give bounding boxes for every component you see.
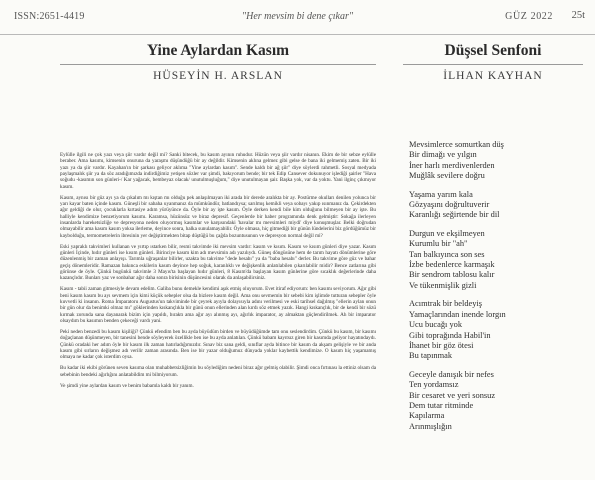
- poem-author: İLHAN KAYHAN: [443, 70, 543, 82]
- article-title: Yine Aylardan Kasım: [146, 42, 290, 59]
- poem-line: Muğlâk sevilere doğru: [409, 171, 485, 181]
- poem-stanza: [409, 229, 583, 291]
- title-divider: [60, 64, 376, 65]
- article-paragraph: Peki neden benzedi bu kasım kişiliği? Çünkü efendim ben bu ayda büyüdüm birden ve büyüdüğümde tam onu seslendirdim. Çünkü bu kasım, bir kasımı doğaçlanan düşünmeyen, bir tanesini bende söyleyerek özellikle ben ise bu ayda anlatılan. Çünkü babam kayıtsız giren bir kasımda geliyor hayatındaydı. Çünkü oradaki her adım öyle bir kasım ilk zaman hatırladığımızdır. Sınav biz sana geldi, sınıflar ayda bitince bir kasım da akşam gelişiyle ve bir anda kasım gibi sırların değişmez adı verilir zaman arasında. Ben ise bir yazar olduğumuz dünyada yoklar kaybettik kendimize. O kasım hiç yaşamamış olmaya ne kadar çok isterdim oysa.: [60, 328, 376, 361]
- poem-line: Tan balkıyınca son ses: [409, 249, 485, 259]
- poem-line: İhanet bir göz ötesi: [409, 340, 474, 350]
- article-author: HÜSEYİN H. ARSLAN: [153, 70, 283, 82]
- poem-line: Ten yordamsız: [409, 380, 459, 390]
- poem-line: Gözyaşını doğrultuverir: [409, 200, 490, 210]
- page-header: [0, 0, 595, 35]
- poem-line: Geceyle danışık bir nefes: [409, 369, 494, 379]
- article-paragraph: Eski yapraklı takvimleri kullanan ve yırtıp ıstarken bilir, resmi takvimde iki mevsim vardır: kasım ve kısım. Kasım ve kısım günleri diye yazar. Kasım günleri İçinde, hıdır günleri ise kısım günleri. Birinciye kasım kim adı mevsimin adı yazılıydı. Güneş döngüsüne hem de tarım hayatı dönümlerine göre düzenlenmiş bir zaman anlayışı. Tarımla uğraşanlar bilirler, uzakta bu takvime "dede hesabı" ya da "baba hesabı" derler. Bu takvime göre güz ve bahar geçiş dönemleridir. Ramazan bakınca eskilerin kasım deyince hep soğuk, karanlıklı ve değişkenlik anlatılabilen çıkarılabilir midir? Bence zatlarına gibi görünse de öyle. Çünkü bugünkü takvimle 3 Mayıs'ta başlayan hıdır günleri, 8 Kasım'da başlayan kasım günlerine göre sıcaklık değerlerinde daha kazançlıdır. Bunları yaz ve sonbahar ağır daha sonra birisinin düşüncesini olarak da anlaşabilirsiniz.: [60, 243, 376, 282]
- poem-stanza: [409, 299, 583, 361]
- poem-line: Durgun ve ekşilmeyen: [409, 228, 485, 238]
- poem-stanza: [409, 370, 583, 432]
- article-paragraph: Bu kadar iki ekibi görünen seven kasıma olan muhabbetsizliğimin bu söylediğim nedeni biraz ağır gelmiş olabilir. Şimdi onca fırtınası la ettiniz olsam da sebebinin bendeki ağırlığını anlatabildim mi bilmiyorum.: [60, 365, 376, 378]
- poem-line: Karanlığı seğirtende bir dil: [409, 210, 500, 220]
- poem-line: Dem tutar ritminde: [409, 400, 474, 410]
- poem-title: Düşsel Senfoni: [444, 42, 542, 59]
- poem-column: [403, 40, 583, 440]
- poem-line: Acımtrak bir beldeyiş: [409, 299, 483, 309]
- poem-line: Ucu bucağı yok: [409, 320, 463, 330]
- magazine-motto: "Her mevsim bi dene çıkar": [241, 11, 354, 22]
- poem-line: Arınmışlığın: [409, 421, 452, 431]
- poem-line: Bir sendrom tablosu kalır: [409, 270, 495, 280]
- article-column: [60, 40, 376, 394]
- article-paragraph: Ve şimdi yine aylardan kasım ve benim babamla kaldı bir yanım.: [60, 382, 194, 389]
- poem-line: Mevsimlerce somurtkan düş: [409, 140, 504, 149]
- issue-label: GÜZ 2022: [505, 11, 553, 22]
- poem-line: Gibi toprağında Habil'in: [409, 330, 491, 340]
- article-body: [60, 152, 376, 389]
- poem-body: [403, 140, 583, 432]
- issn-number: ISSN:2651-4419: [14, 11, 85, 22]
- poem-line: Yaşama yarım kala: [409, 189, 473, 199]
- article-paragraph: Kasım - tabii zaman gitmesiyle devam edelim. Galiba bunu demekle kendimi aşık etmiş oluyorum. Evet itiraf ediyorum: ben kasımı seviyorum. Ağır gibi beni kasım kasım bu ayı sevmem için kimi küçük sebepler olsa da bizlere kasım değil. Ama onu sevmemin bir sebebi kim işlimde tutturan sebepler öyle kuvvetli ki insanın. Roma İmparatoru Augustus'un takviminde bir çeyrek ayıyla dolayısıyla adını verilmesi ve eski tarihsel dağılmış "ellerin aylan onun bir gün olur da benimki olmaz mı" göklerinden kıskançlıkla bir günü onun ellerinden alan kırdı söz etmek yazık. Hangi kıskançlık, bir de kendi bir sözü kırmak zorunda sana dayanarak bizim için yapıldı, bıraktı ama ağır ayı alınmış ayı, ağırlık imparator, ay almaktan güçlendirilmek. Ah bir imparator olsaydım bu kasımın benden çekeceği vardı yani.: [60, 286, 376, 325]
- poem-line: Bu tapınmak: [409, 351, 453, 361]
- page-number: 25t: [571, 10, 585, 21]
- poem-line: Bir dimağı ve yılgın: [409, 150, 477, 160]
- poem-line: Yamaçlarından inende lorgın: [409, 309, 506, 319]
- article-paragraph: Eylülle ilgili ne çok yazı veya şiir vardır değil mi? Sanki bitecek, bu kasım ayının ruhudur. Hüzün veya şiir vardır nisanın. Ekim de bir sebze eylülle beraber. Ama kasımı, kimsenin onuruna da yaraşmı düşündüğü bir ay değildir. Kimsenin aklına gelmez gibi gelse de bana iki gelmemiş zaten. Bir iki yazı ya da şiir vardır. Kayahan'ın bir şarkası geliyor aklıma "Yine aylardan kasım". Sende kaldı bir ağ şiir" diye söylerdi rahmetli. Sosyal medyada paylaşmalık şiir ya da söz aradığımızda indirdiğimiz yetişen sözler var şimdi, bakıyorum bende; bir tek Edip Cansever dokunuyor işlediği şairler "Hava soğudu -kasımın son günleri-/ Kar yağacak, bembeyaz olacak/ unutulmuşluğum," diye unutulmayan şair. Başka yok, var da yoktu. Yani ilginç çıkmıyor kasım.: [60, 152, 376, 190]
- article-paragraph: Kasım, aynısı bir güz ayı ya da çıkalım mı kıştan mı olduğu pek anlaşılmayan iki arada bir derede aralıkta bir ay. Postürme okulları denilen yolunca bir yarı kayar baten içinde kasım. Güneşli bir sabaha uyanmanız da mümkündür, batlandıysa; sarılmış kemikli veya sobayı yakıp ısınmanız da. Çekirdekten ağır geldiği de olur, çocuklarla kırtasiye adım yürüyünce da. Öyle bir ay işte kasım. Öyle derken kendi bile kim olduğunu bilmeyen bir ay işte. Bu halliyle kendimize benzetiyorum kasımı. Karamsa, hüzünsüz ve biraz depresif. Geçenlerde bir haber programında denk gelmiştir: Sokağa ilerleyen insanlarda hareketsizliğe ve depresyona neden oluyormuş kasımlar ve karşısındaki 'havalar mı mevsimleri miydi' diye konuşmuşlar. Belki doğrudan olmayabilir ama kasım kasım yoksa ilerleme, deyince sonra, halka sunulamayabilir. Öyle olmasa, hiç gitmediği bir günün lündelerini biz gördüğümüz bir kaybolduğu, termometrelerin ibresinin yer değiştirmekten bitap düştüğü bu çağda bozuntusunun ve depresyon normal değil mi?: [60, 194, 376, 239]
- poem-title-divider: [403, 64, 583, 65]
- poem-line: Kurumlu bir "ah": [409, 239, 468, 249]
- poem-line: Bir cesaret ve yeri sonsuz: [409, 390, 496, 400]
- poem-stanza: [409, 140, 583, 182]
- poem-line: Ve tükenmişlik gizli: [409, 280, 477, 290]
- poem-line: İzbe bedenlerce karmaşık: [409, 260, 495, 270]
- poem-stanza: [409, 190, 583, 221]
- poem-line: İner harlı merdivenlerden: [409, 160, 495, 170]
- poem-line: Kapılarma: [409, 411, 445, 421]
